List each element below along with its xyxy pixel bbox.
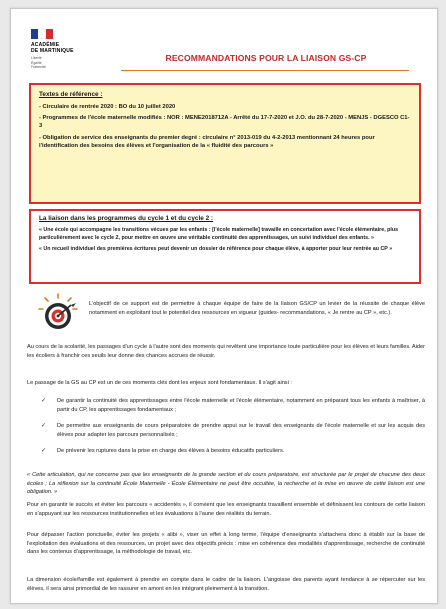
intro-paragraph: L'objectif de ce support est de permettre à chaque équipe de faire de la liaison GS/CP un levier de la réussite de chaque élève notamment en exploitant tout le potentiel des ressources en vigueur (guides- recommandations, « Je rentre au CP », etc.). — [89, 301, 425, 316]
citation-paragraph: « Cette articulation, qui ne concerne pas que les enseignants de la grande section et du cours préparatoire, est structurée par le projet de chacune des deux écoles ; La réflexion sur la continuité École Maternelle - École Élémentaire ne peut être occultée, la recherche et la mise en œuvre de cette liaison est une obligation. » — [27, 472, 425, 496]
target-with-arrow-icon — [35, 292, 81, 332]
paragraph-succes: Pour en garantir le succès et éviter les parcours « accidentés », il convient que les enseignants travaillent ensemble et définissent les contours de cette liaison en s'appuyant sur les ressources institutionnelles et les évaluations à l'aune des réalités du terrain. — [27, 502, 425, 517]
paragraph-passage: Le passage de la GS au CP est un de ces moments clés dont les enjeux sont fondamentaux. Il s'agit ainsi : — [27, 380, 292, 386]
check-icon: ✓ — [41, 423, 47, 430]
check-icon: ✓ — [41, 398, 47, 404]
paragraph-famille: La dimension école/famille est également à prendre en compte dans le cadre de la liaison. L'angoisse des parents ayant tendance à se répercuter sur les élèves, il sera ainsi primordial de les rassurer en amont en les intégrant pleinement à la transition. — [27, 577, 425, 592]
reference-item: - Circulaire de rentrée 2020 : BO du 10 juillet 2020 — [39, 104, 176, 110]
list-item: ✓ De prévenir les ruptures dans la prise en charge des élèves à besoins éducatifs particuliers. — [41, 448, 285, 455]
logo-motto: Liberté Égalité Fraternité — [31, 56, 46, 69]
programmes-box — [29, 209, 421, 284]
academie-logo — [31, 29, 101, 70]
reference-item: - Programmes de l'école maternelle modifiés : NOR : MENE2018712A - Arrêté du 17-7-2020 et J.O. du 28-7-2020 - MENJS - DGESCO C1-3 — [39, 115, 410, 130]
reference-item: - Obligation de service des enseignants du premier degré : circulaire n° 2013-019 du 4-2-2013 mentionnant 24 heures pour l'identification des besoins des élèves et l'organisation de la « fluidité des parcours » — [39, 134, 375, 149]
paragraph-scolarite: Au cours de la scolarité, les passages d'un cycle à l'autre sont des moments qui revêtent une importance toute particulière pour les élèves et leurs familles. Aider les écoliers à franchir ces seuils leur donne des chances accrues de réussir. — [27, 344, 425, 359]
objectives-list — [41, 397, 425, 464]
programme-quote: « Un recueil individuel des premières écritures peut devenir un dossier de référence pour chaque élève, à apporter pour leur rentrée au CP » — [39, 246, 393, 253]
list-item: ✓ De garantir la continuité des apprentissages entre l'école maternelle et l'école élémentaire, notamment en préparant tous les enfants à maîtriser, à partir du CP, les apprentissages fondamentaux ; — [41, 398, 425, 413]
page-title: RECOMMANDATIONS POUR LA LIAISON GS-CP — [165, 53, 367, 63]
references-box — [29, 83, 421, 204]
marianne-flag-icon — [31, 29, 53, 39]
programmes-heading: La liaison dans les programmes du cycle 1 et du cycle 2 : — [39, 215, 214, 222]
programme-quote: « Une école qui accompagne les transitions vécues par les enfants : [l'école maternelle] travaille en concertation avec l'école élémentaire, plus particulièrement avec le cycle 2, pour mettre en œuvre une véritable continuité des apprentissages, un suivi individuel des enfants. » — [39, 227, 399, 242]
document-page — [10, 8, 438, 604]
logo-line-2: DE MARTINIQUE — [31, 48, 74, 54]
logo-line-1: ACADÉMIE — [31, 42, 60, 48]
references-heading: Textes de référence : — [39, 91, 103, 98]
paragraph-projet: Pour dépasser l'action ponctuelle, éviter les projets « alibi », viser un effet à long terme, l'équipe d'enseignants s'attachera donc à établir sur la base de l'exploitation des évaluations et des ressources, un projet avec des objectifs précis : mise en cohérence des modalités d'apprentissage, recherche de continuité dans les contenus d'apprentissage, la méthodologie de travail, etc. — [27, 532, 425, 556]
check-icon: ✓ — [41, 448, 47, 455]
header — [11, 9, 438, 83]
list-item: ✓ De permettre aux enseignants de cours préparatoire de prendre appui sur le travail des enseignants de l'école maternelle et sur les acquis des élèves pour adapter les parcours personnalisés ; — [41, 423, 425, 438]
